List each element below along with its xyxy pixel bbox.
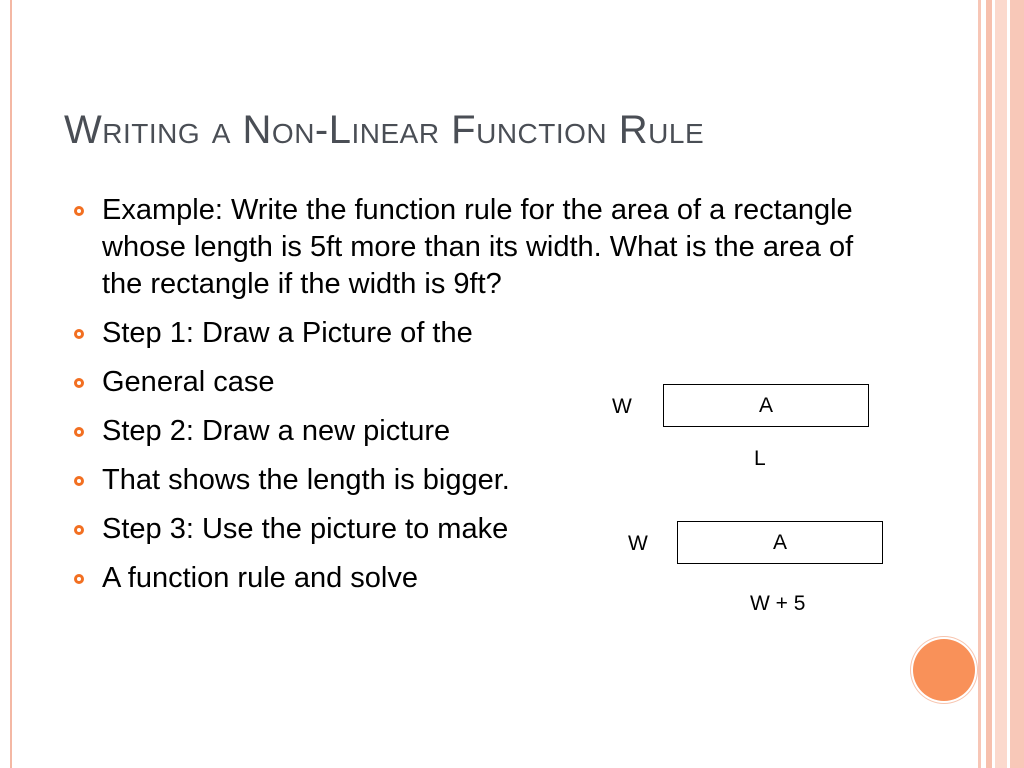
right-stripe [995,0,1007,768]
decorative-circle [913,639,975,701]
slide-title: Writing a Non-Linear Function Rule [64,108,705,152]
bullet-text: Step 3: Use the picture to make [102,513,509,545]
bullet-circle-icon [74,378,84,388]
bullet-item [72,462,872,499]
bullet-text: Example: Write the function rule for the area of a rectangle whose length is 5ft more than its width. What is the area of the rectangle if the width is 9ft? [102,194,854,300]
bullet-text: General case [102,366,275,398]
bullet-circle-icon [74,427,84,437]
bullet-text: A function rule and solve [102,562,418,594]
bullet-circle-icon [74,476,84,486]
bullet-circle-icon [74,525,84,535]
bullet-circle-icon [74,329,84,339]
diagram1-length-label: L [754,447,766,470]
diagram2-area-label: A [772,530,787,554]
bullet-circle-icon [74,574,84,584]
right-stripe [1010,0,1024,768]
bullet-item [72,315,872,352]
right-stripe [978,0,981,768]
diagram1-width-label: W [612,395,632,418]
bullet-text: That shows the length is bigger. [102,464,510,496]
bullet-item [72,192,872,303]
diagram2-length-label: W + 5 [750,592,806,615]
left-border-line [10,0,12,768]
bullet-text: Step 1: Draw a Picture of the [102,317,473,349]
diagram1-rectangle [663,384,869,427]
diagram2-rectangle [677,521,883,564]
bullet-circle-icon [74,206,84,216]
diagram1-area-label: A [758,393,773,417]
diagram2-width-label: W [628,532,648,555]
bullet-text: Step 2: Draw a new picture [102,415,451,447]
right-stripe [986,0,992,768]
